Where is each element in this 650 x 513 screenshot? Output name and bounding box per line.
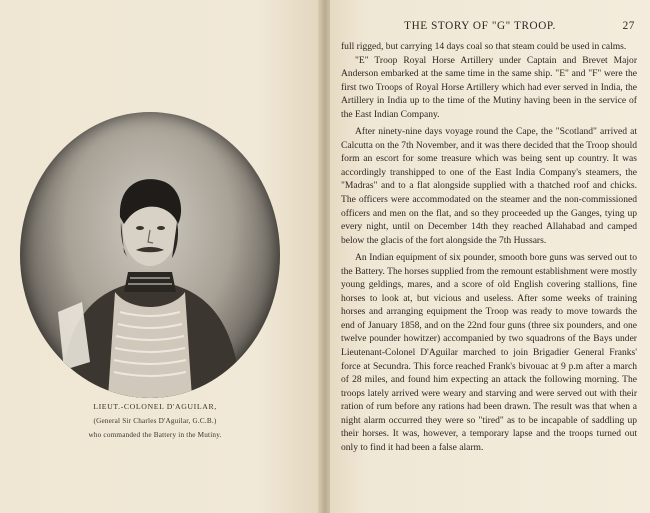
paragraph: full rigged, but carrying 14 days coal so that steam could be used in calms. (341, 41, 627, 52)
paragraph: "E" Troop Royal Horse Artillery under Captain and Brevet Major Anderson embarked at the same time in the same ship. "E" and "F" were the first two Troops of Royal Horse Artillery which had ever served in India, the Artillery in India up to the time of the Mutiny having been in the service of the East Indian Company. (341, 54, 637, 120)
paragraph: After ninety-nine days voyage round the Cape, the "Scotland" arrived at Calcutta on the 7th November, and it was there decided that the Troop should form an escort for some treasure which was being sent up country. It was accordingly transhipped to one of the East India Company's steamers, the "Madras" and to a flat alongside supplied with a thatched roof and chicks. The officers were accommodated on the steamer and the non-commissioned officers and men on the flat, and so they proceeded up the Ganges, tying up every night, until on December 14th they reached Allahabad and camped below the glacis of the fort alongside the 7th Hussars. (341, 126, 637, 246)
caption-name: LIEUT.-COLONEL D'AGUILAR, (93, 402, 217, 411)
caption-description: who commanded the Battery in the Mutiny. (88, 431, 222, 439)
page-number: 27 (622, 20, 635, 32)
body-text (341, 40, 637, 454)
running-head-title: THE STORY OF "G" TROOP. (404, 20, 556, 32)
portrait-figure (20, 112, 280, 398)
portrait-caption (40, 400, 270, 442)
portrait-engraving (20, 112, 280, 398)
paragraph: An Indian equipment of six pounder, smooth bore guns was served out to the Battery. The horses supplied from the remount establishment were mostly young geldings, mares, and a score of old English covering stallions, fine horses to look at, but vicious and useless. After some weeks of training horses and arranging equipment the Troop was ready to move towards the end of January 1858, and on the 22nd four guns (three six pounders, and one twelve pounder howitzer) accompanied by two squadrons of the Bays under Lieutenant-Colonel D'Aguilar marched to join Brigadier General Franks' force at Secundra. This force reached Frank's bivouac at 9 p.m after a march of 28 miles, and found him expecting an attack the following morning. The troops lately arrived were weary and starving and were served out with their ration of rum before any rations had been drawn. The result was that when a night alarm occurred they were so "tired" as to be incapable of saddling up their horses. It was, however, a temporary lapse and the troops turned out only to find it had been a false alarm. (341, 252, 637, 453)
left-page (0, 0, 320, 513)
caption-title: (General Sir Charles D'Aguilar, G.C.B.) (93, 417, 217, 425)
